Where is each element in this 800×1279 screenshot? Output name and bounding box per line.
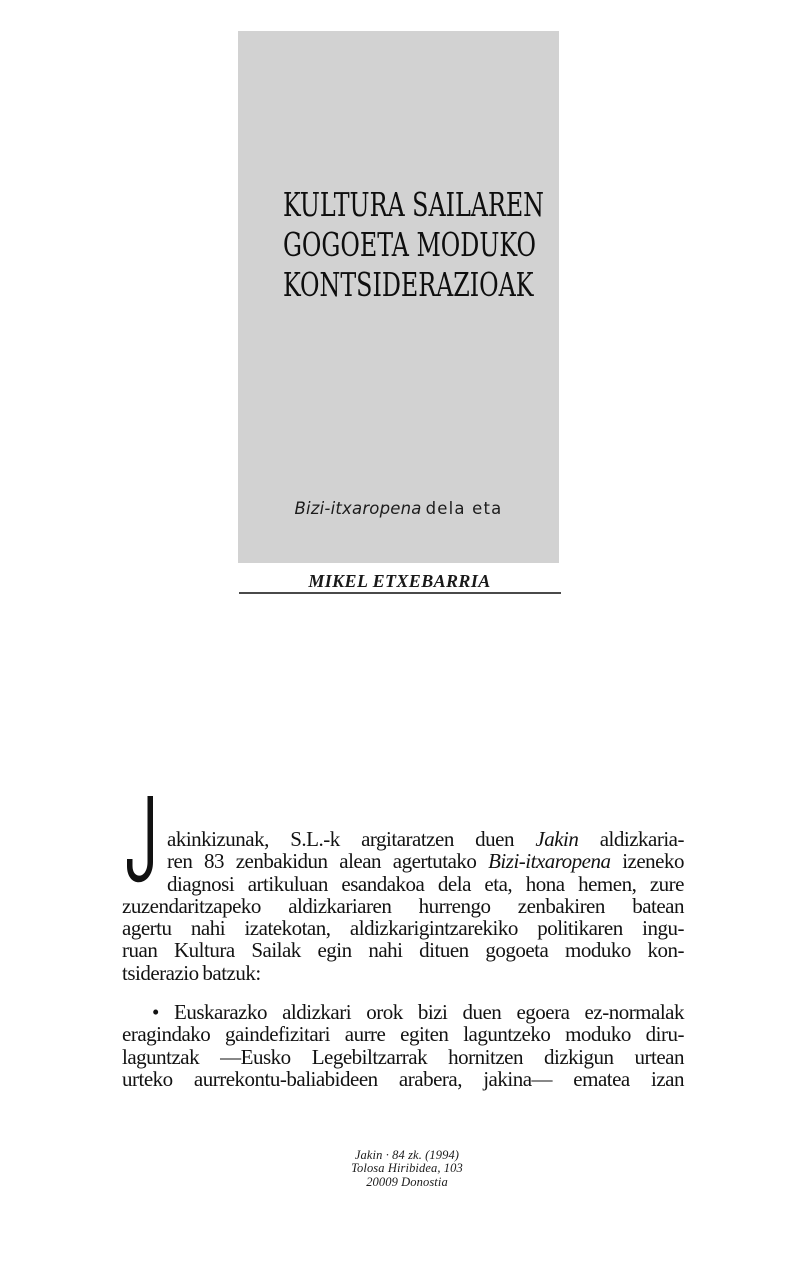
article-title-line: KULTURA SAILAREN: [282, 185, 544, 224]
body-line: [167, 828, 684, 850]
body-text: aldizkaria-: [578, 827, 684, 851]
body-line: tsiderazio batzuk:: [122, 960, 261, 985]
body-line: agertu nahi izatekotan, aldizkarigintzarekiko politikaren ingu-: [122, 916, 684, 941]
article-title-line: GOGOETA MODUKO: [282, 225, 536, 264]
body-line-bullet: • Euskarazko aldizkari orok bizi duen egoera ez-normalak: [152, 1000, 684, 1025]
body-line: eragindako gaindefizitari aurre egiten laguntzeko moduko diru-: [122, 1022, 684, 1047]
body-line: zuzendaritzapeko aldizkariaren hurrengo zenbakiren batean: [122, 893, 684, 918]
article-title-line: KONTSIDERAZIOAK: [282, 265, 534, 304]
body-line: laguntzak —Eusko Legebiltzarrak hornitzen dizkigun urtean: [122, 1044, 684, 1069]
drop-cap-j: [126, 796, 153, 893]
body-line: diagnosi artikuluan esandakoa dela eta, hona hemen, zure: [167, 871, 684, 896]
footer-address: Tolosa Hiribidea, 103: [351, 1161, 463, 1176]
author-divider-rule: [239, 592, 561, 594]
footer-journal-issue: Jakin · 84 zk. (1994): [354, 1148, 460, 1162]
body-text: ren 83 zenbakidun alean agertutako: [167, 849, 489, 874]
article-subtitle: [238, 500, 559, 518]
body-text-italic: Bizi-itxaropena: [488, 849, 611, 874]
body-text-italic: Jakin: [535, 827, 579, 851]
journal-footer: [7, 1149, 800, 1189]
body-line: urteko aurrekontu-baliabideen arabera, jakina— ematea izan: [122, 1066, 684, 1091]
article-body: [122, 828, 684, 1090]
footer-city: 20009 Donostia: [366, 1174, 448, 1189]
author-name: MIKEL ETXEBARRIA: [308, 571, 491, 591]
cover-block: [238, 31, 559, 563]
paragraph-2: [122, 1001, 684, 1090]
paragraph-1: [122, 828, 684, 984]
article-title: [238, 185, 559, 305]
body-line: [167, 850, 684, 872]
body-text: izeneko: [610, 849, 684, 874]
body-text: akinkizunak, S.L.-k argitaratzen duen: [167, 827, 536, 851]
body-line: ruan Kultura Sailak egin nahi dituen gogoeta moduko kon-: [122, 938, 684, 963]
subtitle-regular-part: dela eta: [425, 499, 503, 518]
subtitle-italic-part: Bizi-itxaropena: [294, 499, 422, 518]
